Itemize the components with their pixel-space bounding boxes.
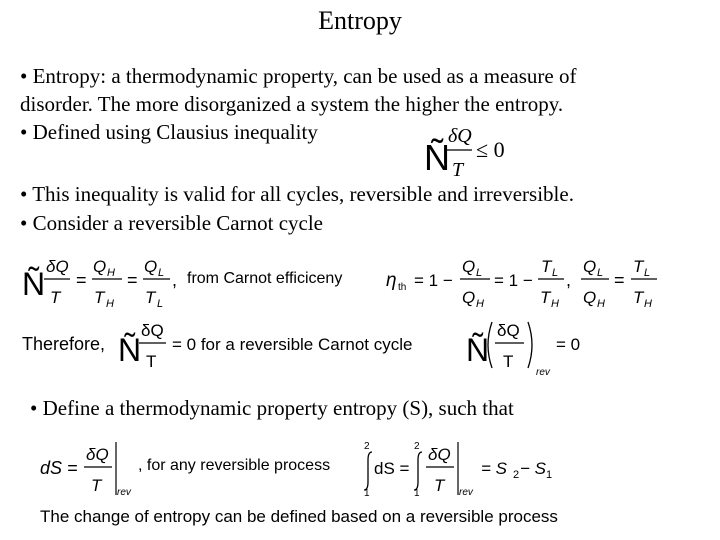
eq3: = 1 − [414, 271, 453, 290]
t7-den: T [633, 288, 644, 307]
t3-den: T [145, 288, 156, 307]
fraction-denominator: T [452, 159, 464, 181]
int-lower: 1 [364, 488, 370, 499]
t5-num: T [541, 257, 552, 276]
t4-den-sub: H [476, 298, 484, 310]
define-den: T [91, 476, 102, 495]
t1-den: T [50, 288, 61, 307]
therefore-label: Therefore, [22, 334, 106, 354]
eq2: = [127, 270, 138, 290]
fraction-numerator: δQ [448, 125, 472, 147]
entropy-change-caption: The change of entropy can be defined based on a reversible process [40, 507, 558, 526]
t6-den: Q [583, 288, 597, 307]
t4-num-sub: L [476, 267, 483, 279]
therefore-num: δQ [141, 321, 164, 340]
bullet-carnot: • Consider a reversible Carnot cycle [20, 211, 323, 235]
comma2: , [566, 270, 572, 290]
cyclic-integral-symbol: Ñ [424, 137, 450, 178]
bullet-entropy-definition-line2: disorder. The more disorganized a system the higher the entropy. [20, 92, 564, 116]
cyclic-integral-symbol: Ñ [118, 332, 142, 368]
define-num-2: δQ [428, 445, 451, 464]
define-den-2: T [434, 476, 445, 495]
ds-lhs: dS = [40, 458, 78, 478]
t2-den-sub: H [106, 298, 114, 310]
comma: , [172, 270, 178, 290]
cyclic-integral-symbol-2: Ñ [466, 332, 490, 368]
t7-num-sub: L [644, 267, 651, 279]
therefore-rhs: = 0 for a reversible Carnot cycle [172, 335, 413, 354]
t5-den-sub: H [551, 298, 559, 310]
eq1: = [76, 270, 87, 290]
bullet-define-entropy: • Define a thermodynamic property entropy (S), such that [30, 396, 514, 420]
define-sub-2: rev [459, 487, 473, 498]
carnot-efficiency-text: from Carnot efficiceny [187, 270, 343, 287]
cyclic-integral-symbol: Ñ [22, 266, 46, 302]
inequality-rhs: ≤ 0 [476, 137, 505, 162]
therefore-row [22, 321, 580, 378]
rev-sub: rev [536, 367, 550, 378]
integral-sign-2 [414, 452, 422, 490]
t2-den: T [94, 288, 105, 307]
reversible-process-text: , for any reversible process [138, 457, 331, 474]
int-upper-2: 2 [414, 441, 420, 452]
define-rhs-sub1: 2 [513, 469, 520, 481]
int-upper: 2 [364, 441, 370, 452]
therefore-den: T [146, 352, 157, 371]
rev-den: T [503, 352, 514, 371]
t3-den-sub: L [157, 298, 164, 310]
eq4: = 1 − [494, 271, 533, 290]
t6-num: Q [583, 257, 597, 276]
t4-den: Q [462, 288, 476, 307]
t7-den-sub: H [644, 298, 652, 310]
clausius-inequality [424, 125, 505, 181]
bullet-inequality-valid: • This inequality is valid for all cycles, reversible and irreversible. [20, 182, 574, 206]
t6-den-sub: H [597, 298, 605, 310]
define-rhs-sub2: 1 [546, 469, 553, 481]
define-rhs: = S [481, 459, 507, 478]
eq5: = [614, 270, 625, 290]
t6-num-sub: L [597, 267, 604, 279]
t5-num-sub: L [552, 267, 559, 279]
t2-num-sub: H [107, 267, 115, 279]
t7-num: T [633, 257, 644, 276]
t5-den: T [540, 288, 551, 307]
bullet-entropy-definition-line1: • Entropy: a thermodynamic property, can be used as a measure of [20, 64, 577, 88]
define-entropy-row [40, 441, 552, 499]
int-expr: dS = [374, 459, 410, 478]
integral-sign [364, 452, 372, 490]
bullet-clausius: • Defined using Clausius inequality [20, 120, 318, 144]
define-rhs-mid: − S [520, 459, 546, 478]
define-num: δQ [86, 445, 109, 464]
right-paren [528, 322, 532, 368]
t1-num: δQ [46, 257, 69, 276]
int-lower-2: 1 [414, 488, 420, 499]
eta-sub: th [398, 282, 407, 293]
therefore-rhs2: = 0 [556, 335, 581, 354]
eta-symbol: η [386, 270, 397, 291]
carnot-relation [22, 257, 657, 310]
t3-num-sub: L [158, 267, 165, 279]
t3-num: Q [144, 257, 158, 276]
define-sub: rev [117, 487, 131, 498]
rev-num: δQ [497, 321, 520, 340]
t2-num: Q [93, 257, 107, 276]
slide-title: Entropy [318, 6, 402, 35]
t4-num: Q [462, 257, 476, 276]
